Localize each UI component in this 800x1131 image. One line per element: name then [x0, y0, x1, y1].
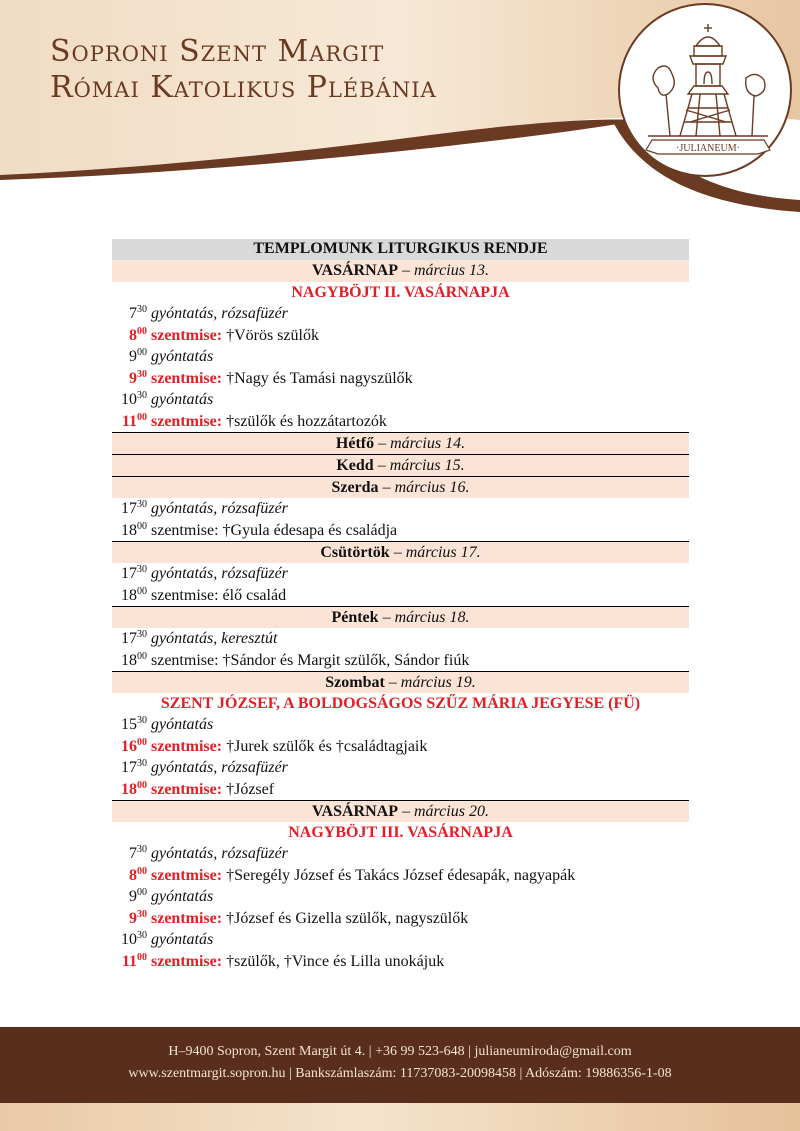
feast-title: NAGYBÖJT III. VASÁRNAPJA	[288, 824, 513, 841]
day-bar-friday	[112, 606, 689, 628]
day-date: – március 13.	[401, 262, 489, 279]
liturgical-schedule	[112, 239, 689, 972]
schedule-row: $9^{00}$ gyóntatás	[129, 347, 214, 365]
title-line-2: Római Katolikus Plébánia	[50, 70, 437, 105]
schedule-row: $18^{00}$ szentmise: élő család	[121, 585, 287, 604]
schedule-row: $10^{30}$ gyóntatás	[121, 930, 214, 948]
parish-title	[50, 34, 437, 106]
day-name: VASÁRNAP	[312, 262, 398, 279]
day-name: Csütörtök	[320, 544, 390, 561]
schedule-row: $17^{30}$ gyóntatás, rózsafüzér	[121, 564, 288, 582]
day-bar-saturday	[112, 671, 689, 693]
day-name: Szerda	[331, 479, 379, 496]
schedule-row: $7^{30}$ gyóntatás, rózsafüzér	[129, 844, 288, 862]
schedule-row: $8^{00}$ szentmise: †Seregély József és Takács József édesapák, nagyapák	[129, 865, 576, 884]
footer-address-line: H–9400 Sopron, Szent Margit út 4. | +36 99 523-648 | julianeumiroda@gmail.com	[168, 1044, 632, 1059]
schedule-row: $11^{00}$ szentmise: †szülők, †Vince és Lilla unokájuk	[121, 951, 445, 970]
schedule-row: $8^{00}$ szentmise: †Vörös szülők	[129, 325, 319, 344]
schedule-row: $9^{30}$ szentmise: †József és Gizella szülők, nagyszülők	[129, 908, 469, 927]
day-bar-tuesday	[112, 454, 689, 476]
day-name: VASÁRNAP	[312, 803, 398, 820]
day-name: Kedd	[336, 457, 374, 474]
schedule-row: $16^{00}$ szentmise: †Jurek szülők és †családtagjaik	[121, 736, 428, 755]
day-date: – március 19.	[388, 674, 476, 691]
feast-title: SZENT JÓZSEF, A BOLDOGSÁGOS SZŰZ MÁRIA JEGYESE (FÜ)	[160, 695, 641, 712]
day-date: – március 15.	[377, 457, 465, 474]
schedule-row: $18^{00}$ szentmise: †József	[121, 779, 275, 798]
day-date: – március 14.	[378, 435, 466, 452]
schedule-row: $17^{30}$ gyóntatás, rózsafüzér	[121, 499, 288, 517]
schedule-row: $9^{00}$ gyóntatás	[129, 887, 214, 905]
day-name: Hétfő	[335, 435, 375, 452]
day-bar-sunday-1	[112, 260, 689, 282]
day-date: – március 20.	[401, 803, 489, 820]
schedule-row: $17^{30}$ gyóntatás, keresztút	[121, 629, 278, 647]
logo-label: ·JULIANEUM·	[676, 143, 740, 154]
schedule-row: $10^{30}$ gyóntatás	[121, 390, 214, 408]
schedule-row: $17^{30}$ gyóntatás, rózsafüzér	[121, 758, 288, 776]
schedule-heading: TEMPLOMUNK LITURGIKUS RENDJE	[112, 239, 689, 260]
day-date: – március 18.	[382, 609, 470, 626]
schedule-row: $9^{30}$ szentmise: †Nagy és Tamási nagyszülők	[129, 368, 413, 387]
day-bar-wednesday	[112, 476, 689, 498]
day-bar-monday	[112, 432, 689, 454]
day-name: Péntek	[331, 609, 379, 626]
footer-contact	[0, 1027, 800, 1103]
schedule-row: $11^{00}$ szentmise: †szülők és hozzátartozók	[121, 411, 387, 430]
schedule-row: $18^{00}$ szentmise: †Gyula édesapa és családja	[121, 520, 398, 539]
schedule-row: $15^{30}$ gyóntatás	[121, 715, 214, 733]
footer-bank-line: www.szentmargit.sopron.hu | Bankszámlaszám: 11737083-20098458 | Adószám: 19886356-1-08	[128, 1066, 672, 1081]
day-bar-sunday-2	[112, 800, 689, 822]
title-line-1: Soproni Szent Margit	[50, 34, 385, 69]
schedule-row: $18^{00}$ szentmise: †Sándor és Margit szülők, Sándor fiúk	[121, 650, 470, 669]
schedule-row: $7^{30}$ gyóntatás, rózsafüzér	[129, 304, 288, 322]
day-date: – március 17.	[393, 544, 481, 561]
day-bar-thursday	[112, 541, 689, 563]
day-date: – március 16.	[382, 479, 470, 496]
julianeum-bell-tower-logo	[628, 18, 788, 168]
feast-title: NAGYBÖJT II. VASÁRNAPJA	[291, 284, 510, 301]
day-name: Szombat	[325, 674, 385, 691]
bottom-decoration-strip	[0, 1103, 800, 1131]
